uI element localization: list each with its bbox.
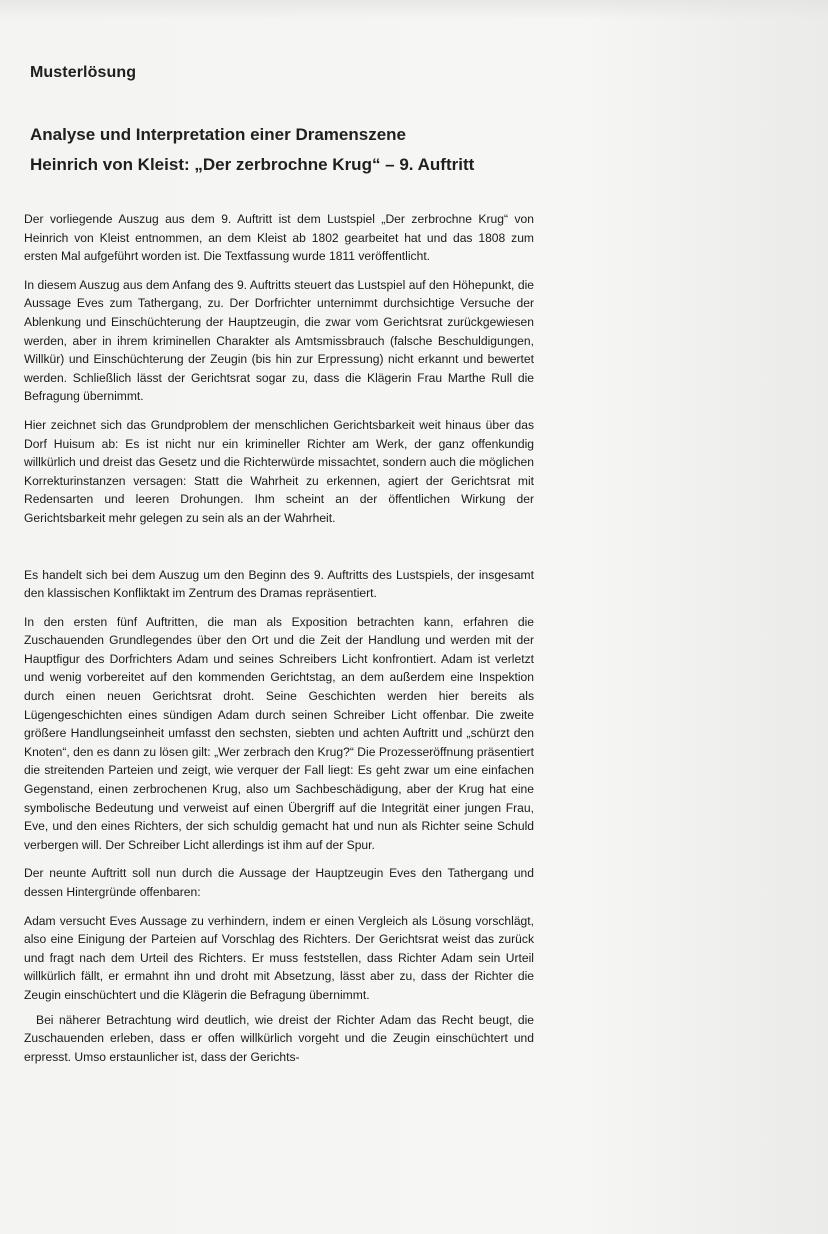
intro-paragraph-1: Der vorliegende Auszug aus dem 9. Auftritt ist dem Lustspiel „Der zerbrochne Krug“ von Heinrich von Kleist entnommen, an dem Kleist ab 1802 gearbeitet hat und das 1808 zum ersten Mal aufgeführt worden ist. Die Textfassung wurde 1811 veröffentlicht.	[24, 212, 534, 264]
intro-paragraph-2: In diesem Auszug aus dem Anfang des 9. Auftritts steuert das Lustspiel auf den Höhepunkt, die Aussage Eves zum Tathergang, zu. Der Dorfrichter unternimmt durchsichtige Versuche der Ablenkung und Einschüchterung der Hauptzeugin, die zwar vom Gerichtsrat zurückgewiesen werden, aber in ihrem kriminellen Charakter als Amtsmissbrauch (falsche Beschuldigungen, Willkür) und Einschüchterung der Zeugin (bis hin zur Erpressung) nicht erkannt und bewertet werden. Schließlich lässt der Gerichtsrat sogar zu, dass die Klägerin Frau Marthe Rull die Befragung übernimmt.	[24, 277, 534, 404]
document-title	[30, 120, 534, 180]
main-paragraph-4: Adam versucht Eves Aussage zu verhindern, indem er einen Vergleich als Lösung vorschlägt, also eine Einigung der Parteien auf Vorschlag des Richters. Der Gerichtsrat weist das zurück und fragt nach dem Urteil des Richters. Er muss feststellen, dass Richter Adam sein Urteil willkürlich fällt, er ermahnt ihn und droht mit Absetzung, lässt aber zu, dass der Richter die Zeugin einschüchtert und die Klägerin die Befragung übernimmt.	[24, 913, 534, 1002]
last-paragraph: Bei näherer Betrachtung wird deutlich, wie dreist der Richter Adam das Recht beugt, die Zuschauenden erleben, dass er offen willkürlich vorgeht und die Zeugin einschüchtert und erpresst. Umso erstaunlicher ist, dass der Gerichts-	[24, 1012, 534, 1064]
main-paragraph-2: In den ersten fünf Auftritten, die man als Exposition betrachten kann, erfahren die Zuschauenden Grundlegendes über den Ort und die Zeit der Handlung und werden mit der Hauptfigur des Dorfrichters Adam und seines Schreibers Licht konfrontiert. Adam ist verletzt und wenig vorbereitet auf den kommenden Gerichtstag, an dem außerdem eine Inspektion durch einen neuen Gerichtsrat droht. Seine Geschichten werden hier bereits als Lügengeschichten eines sündigen Adam durch seinen Schreiber Licht offenbar. Die zweite größere Handlungseinheit umfasst den sechsten, siebten und achten Auftritt und „schürzt den Knoten“, den es dann zu lösen gilt: „Wer zerbrach den Krug?“ Die Prozesseröffnung präsentiert die streitenden Parteien und zeigt, wie verquer der Fall liegt: Es geht zwar um eine einfachen Gegenstand, einen zerbrochenen Krug, also um Sachbeschädigung, aber der Krug hat eine symbolische Bedeutung und verweist auf einen Übergriff auf die Integrität einer jungen Frau, Eve, und den eines Richters, der sich schuldig gemacht hat und nun als Richter seine Schuld verbergen will. Der Schreiber Licht allerdings ist ihm auf der Spur.	[24, 614, 534, 852]
document-content	[24, 64, 534, 1076]
document-label: Musterlösung	[30, 64, 137, 81]
scan-bleed-through	[588, 0, 828, 1234]
title-line-2: Heinrich von Kleist: „Der zerbrochne Krug“ – 9. Auftritt	[30, 155, 475, 174]
main-paragraph-3: Der neunte Auftritt soll nun durch die Aussage der Hauptzeugin Eves den Tathergang und dessen Hintergründe offenbaren:	[24, 866, 534, 899]
section-gap	[24, 538, 534, 566]
intro-paragraph-3: Hier zeichnet sich das Grundproblem der menschlichen Gerichtsbarkeit weit hinaus über das Dorf Huisum ab: Es ist nicht nur ein krimineller Richter am Werk, der ganz offenkundig willkürlich und dreist das Gesetz und die Richterwürde missachtet, sondern auch die möglichen Korrekturinstanzen versagen: Statt die Wahrheit zu erkennen, agiert der Gerichtsrat mit Redensarten und leeren Drohungen. Ihm scheint an der öffentlichen Wirkung der Gerichtsbarkeit mehr gelegen zu sein als an der Wahrheit.	[24, 417, 534, 525]
main-paragraph-1: Es handelt sich bei dem Auszug um den Beginn des 9. Auftritts des Lustspiels, der insgesamt den klassischen Konfliktakt im Zentrum des Dramas repräsentiert.	[24, 567, 534, 601]
title-line-1: Analyse und Interpretation einer Dramenszene	[30, 125, 406, 144]
